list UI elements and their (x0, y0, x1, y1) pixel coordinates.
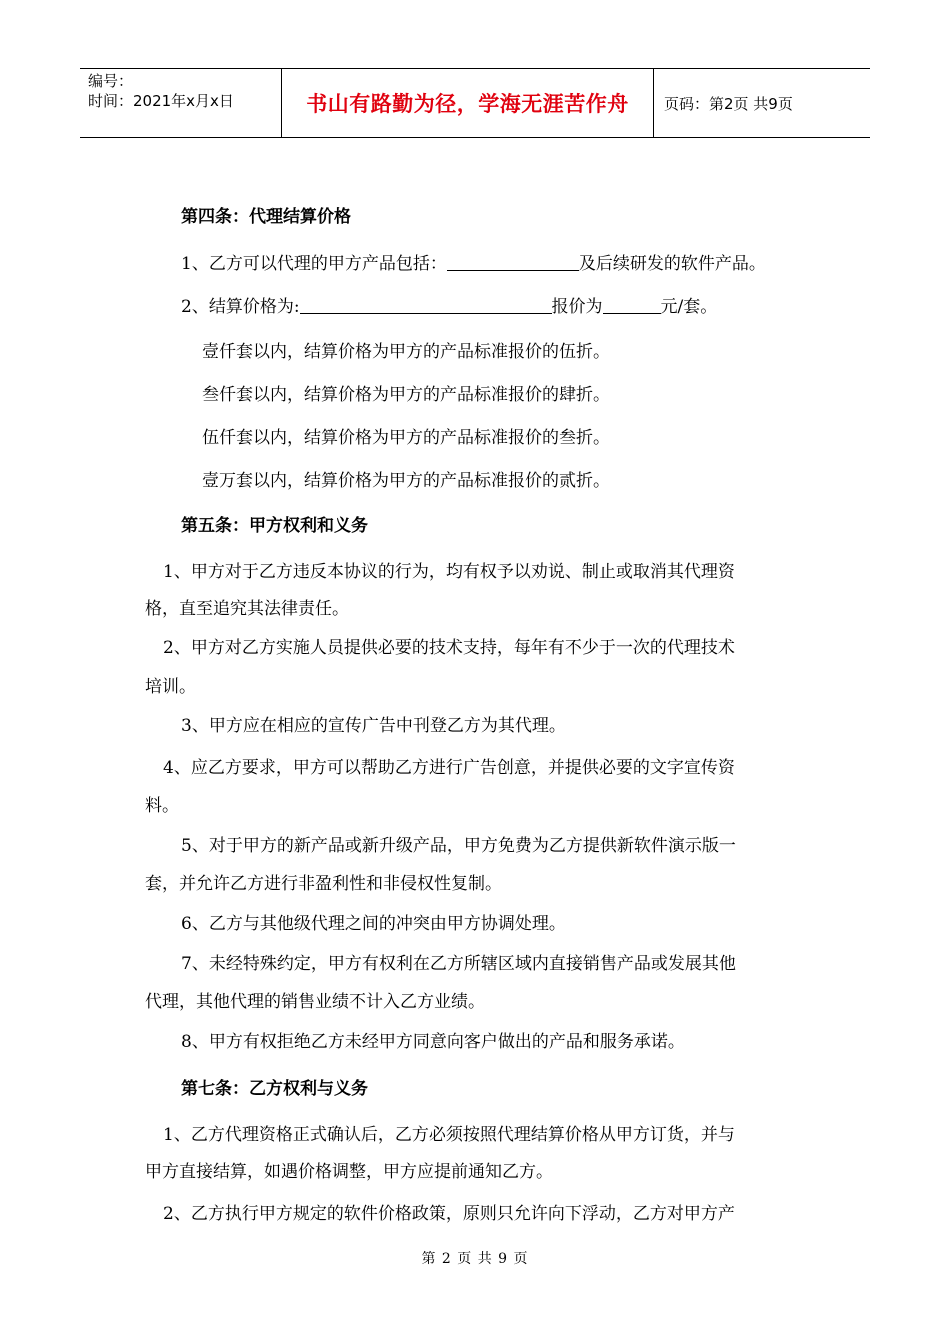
article5-p3: 3、甲方应在相应的宣传广告中刊登乙方为其代理。 (181, 716, 566, 736)
article4-title: 第四条：代理结算价格 (181, 207, 351, 227)
article4-tier4: 壹万套以内，结算价格为甲方的产品标准报价的贰折。 (202, 471, 610, 491)
article5-p2-line1: 2、甲方对乙方实施人员提供必要的技术支持，每年有不少于一次的代理技术 (163, 638, 735, 658)
article4-item2 (181, 296, 717, 318)
page-footer: 第 2 页 共 9 页 (421, 1251, 529, 1267)
article5-p1-line2: 格，直至追究其法律责任。 (145, 599, 349, 619)
article4-item2-text-b: 报价为 (551, 297, 603, 317)
blank-line (603, 297, 661, 314)
article7-title: 第七条：乙方权利与义务 (181, 1079, 368, 1099)
article4-item1-text-a: 1、乙方可以代理的甲方产品包括： (181, 254, 447, 274)
article4-tier2: 叁仟套以内，结算价格为甲方的产品标准报价的肆折。 (202, 385, 610, 405)
article5-p4-line2: 料。 (145, 796, 179, 816)
blank-line (447, 254, 579, 271)
article5-p5-line1: 5、对于甲方的新产品或新升级产品，甲方免费为乙方提供新软件演示版一 (181, 836, 736, 856)
article4-item2-text-c: 元/套。 (660, 297, 718, 317)
header-meta (80, 69, 282, 137)
article5-p8: 8、甲方有权拒绝乙方未经甲方同意向客户做出的产品和服务承诺。 (181, 1032, 685, 1052)
article5-p1-line1: 1、甲方对于乙方违反本协议的行为，均有权予以劝说、制止或取消其代理资 (163, 562, 735, 582)
header-page-cell (654, 69, 870, 137)
article5-p6: 6、乙方与其他级代理之间的冲突由甲方协调处理。 (181, 914, 566, 934)
article4-item1 (181, 253, 766, 275)
number-label: 编号： (88, 72, 134, 90)
date-label: 时间：2021年x月x日 (88, 92, 234, 110)
article5-title: 第五条：甲方权利和义务 (181, 516, 368, 536)
article4-tier3: 伍仟套以内，结算价格为甲方的产品标准报价的叁折。 (202, 428, 610, 448)
article4-tier1: 壹仟套以内，结算价格为甲方的产品标准报价的伍折。 (202, 342, 610, 362)
page-header (80, 68, 870, 138)
article5-p7-line2: 代理，其他代理的销售业绩不计入乙方业绩。 (145, 992, 485, 1012)
blank-line (300, 297, 552, 314)
page-info: 页码：第2页 共9页 (664, 94, 793, 113)
motto: 书山有路勤为径，学海无涯苦作舟 (306, 92, 629, 116)
article4-item2-text-a: 2、结算价格为: (181, 297, 300, 317)
header-motto-cell (282, 69, 654, 137)
article5-p2-line2: 培训。 (145, 677, 196, 697)
article7-p1-line1: 1、乙方代理资格正式确认后，乙方必须按照代理结算价格从甲方订货，并与 (163, 1125, 735, 1145)
article7-p2-line1: 2、乙方执行甲方规定的软件价格政策，原则只允许向下浮动，乙方对甲方产 (163, 1204, 735, 1224)
article4-item1-text-b: 及后续研发的软件产品。 (578, 254, 766, 274)
article5-p7-line1: 7、未经特殊约定，甲方有权利在乙方所辖区域内直接销售产品或发展其他 (181, 954, 736, 974)
article5-p5-line2: 套，并允许乙方进行非盈利性和非侵权性复制。 (145, 874, 502, 894)
article5-p4-line1: 4、应乙方要求，甲方可以帮助乙方进行广告创意，并提供必要的文字宣传资 (163, 758, 735, 778)
article7-p1-line2: 甲方直接结算，如遇价格调整，甲方应提前通知乙方。 (145, 1162, 553, 1182)
